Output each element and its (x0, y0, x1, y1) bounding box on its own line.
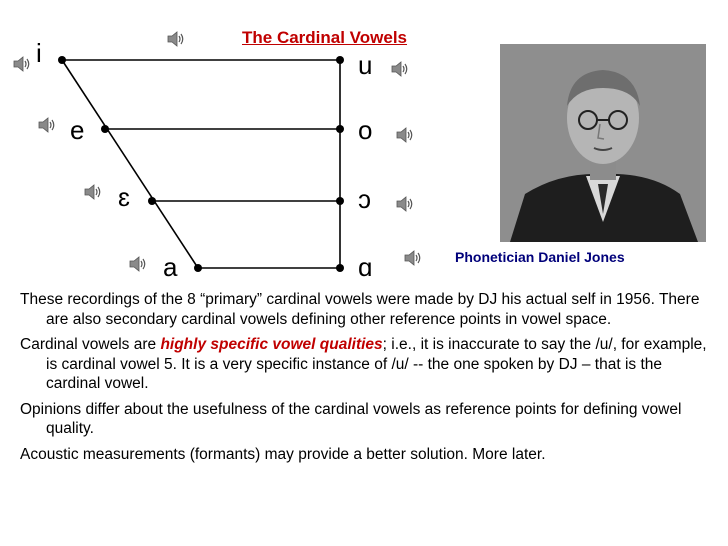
portrait-photo (500, 44, 706, 242)
front-line (62, 60, 198, 268)
dot-i (58, 56, 66, 64)
dot-alpha (336, 264, 344, 272)
speaker-icon-open-o[interactable] (395, 195, 413, 213)
speaker-icon-u[interactable] (390, 60, 408, 78)
vowel-i: i (36, 38, 42, 68)
dot-e (101, 125, 109, 133)
dot-o (336, 125, 344, 133)
vowel-epsilon: ɛ (118, 182, 130, 212)
speaker-icon-a[interactable] (128, 255, 146, 273)
vowel-e: e (70, 115, 85, 145)
speaker-icon-epsilon[interactable] (83, 183, 101, 201)
paragraph-recordings: These recordings of the 8 “primary” cardinal vowels were made by DJ his actual self in 1956. There are also secondary cardinal vowels defining other reference points in vowel space. (20, 291, 700, 328)
vowel-alpha: ɑ (358, 252, 373, 282)
dot-epsilon (148, 197, 156, 205)
page-title: The Cardinal Vowels (242, 28, 408, 47)
dot-open-o (336, 197, 344, 205)
paragraph-2-rest: ; i.e., it is inaccurate to say the /u/, for example, is cardinal vowel 5. It is a very specific instance of /u/ -- the one spoken by DJ – that is the cardinal vowel. (46, 336, 707, 392)
speaker-icon[interactable] (166, 30, 184, 48)
vowel-u: u (358, 50, 373, 80)
vowel-o: o (358, 115, 373, 145)
dot-u (336, 56, 344, 64)
paragraph-opinions: Opinions differ about the usefulness of the cardinal vowels as reference points for defining vowel quality. (20, 400, 682, 437)
paragraph-2-intro: Cardinal vowels are (20, 336, 161, 353)
speaker-icon-o[interactable] (395, 126, 413, 144)
vowel-open-o: ɔ (358, 184, 371, 214)
paragraph-specific-qualities (20, 335, 720, 394)
vowel-quadrilateral (0, 0, 440, 290)
speaker-icon-e[interactable] (37, 116, 55, 134)
vowel-a: a (163, 252, 178, 282)
emphasis-text: highly specific vowel qualities (160, 336, 383, 353)
photo-caption: Phonetician Daniel Jones (455, 249, 625, 265)
dot-a (194, 264, 202, 272)
paragraph-acoustic: Acoustic measurements (formants) may provide a better solution. More later. (20, 445, 546, 463)
body-text (20, 290, 720, 470)
speaker-icon-alpha[interactable] (403, 249, 421, 267)
speaker-icon-i[interactable] (12, 55, 30, 73)
